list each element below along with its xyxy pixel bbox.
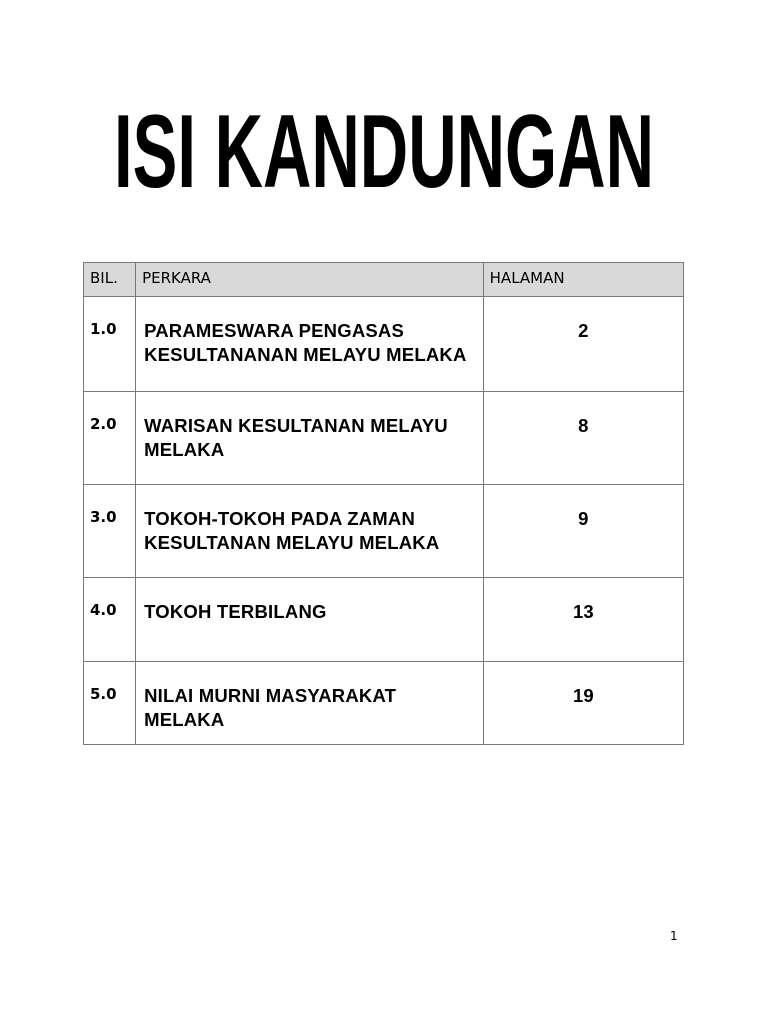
cell-bil: 1.0 [84, 297, 136, 392]
cell-perkara: PARAMESWARA PENGASAS KESULTANANAN MELAYU MELAKA [136, 297, 484, 392]
header-halaman [483, 263, 683, 297]
cell-halaman: 2 [483, 297, 683, 392]
header-halaman-label: HALAMAN [489, 269, 565, 287]
cell-halaman: 19 [483, 662, 683, 745]
table-row [84, 578, 684, 662]
table-row [84, 662, 684, 745]
table-row [84, 392, 684, 485]
cell-halaman: 8 [483, 392, 683, 485]
cell-halaman: 13 [483, 578, 683, 662]
title-text: ISI KANDUNGAN [114, 94, 654, 210]
cell-bil: 3.0 [84, 485, 136, 578]
header-bil-label: BIL. [90, 269, 118, 287]
cell-perkara: NILAI MURNI MASYARAKAT MELAKA [136, 662, 484, 745]
page-number: 1 [670, 929, 678, 943]
title-wordart [100, 92, 668, 210]
cell-bil: 2.0 [84, 392, 136, 485]
table-row [84, 485, 684, 578]
cell-bil: 4.0 [84, 578, 136, 662]
header-perkara-label: PERKARA [142, 269, 211, 287]
cell-bil: 5.0 [84, 662, 136, 745]
table-of-contents [83, 262, 684, 745]
cell-perkara: TOKOH-TOKOH PADA ZAMAN KESULTANAN MELAYU MELAKA [136, 485, 484, 578]
cell-perkara: WARISAN KESULTANAN MELAYU MELAKA [136, 392, 484, 485]
header-perkara [136, 263, 484, 297]
page-title [100, 92, 668, 210]
cell-halaman: 9 [483, 485, 683, 578]
cell-perkara: TOKOH TERBILANG [136, 578, 484, 662]
table-header-row [84, 263, 684, 297]
table-row [84, 297, 684, 392]
header-bil [84, 263, 136, 297]
